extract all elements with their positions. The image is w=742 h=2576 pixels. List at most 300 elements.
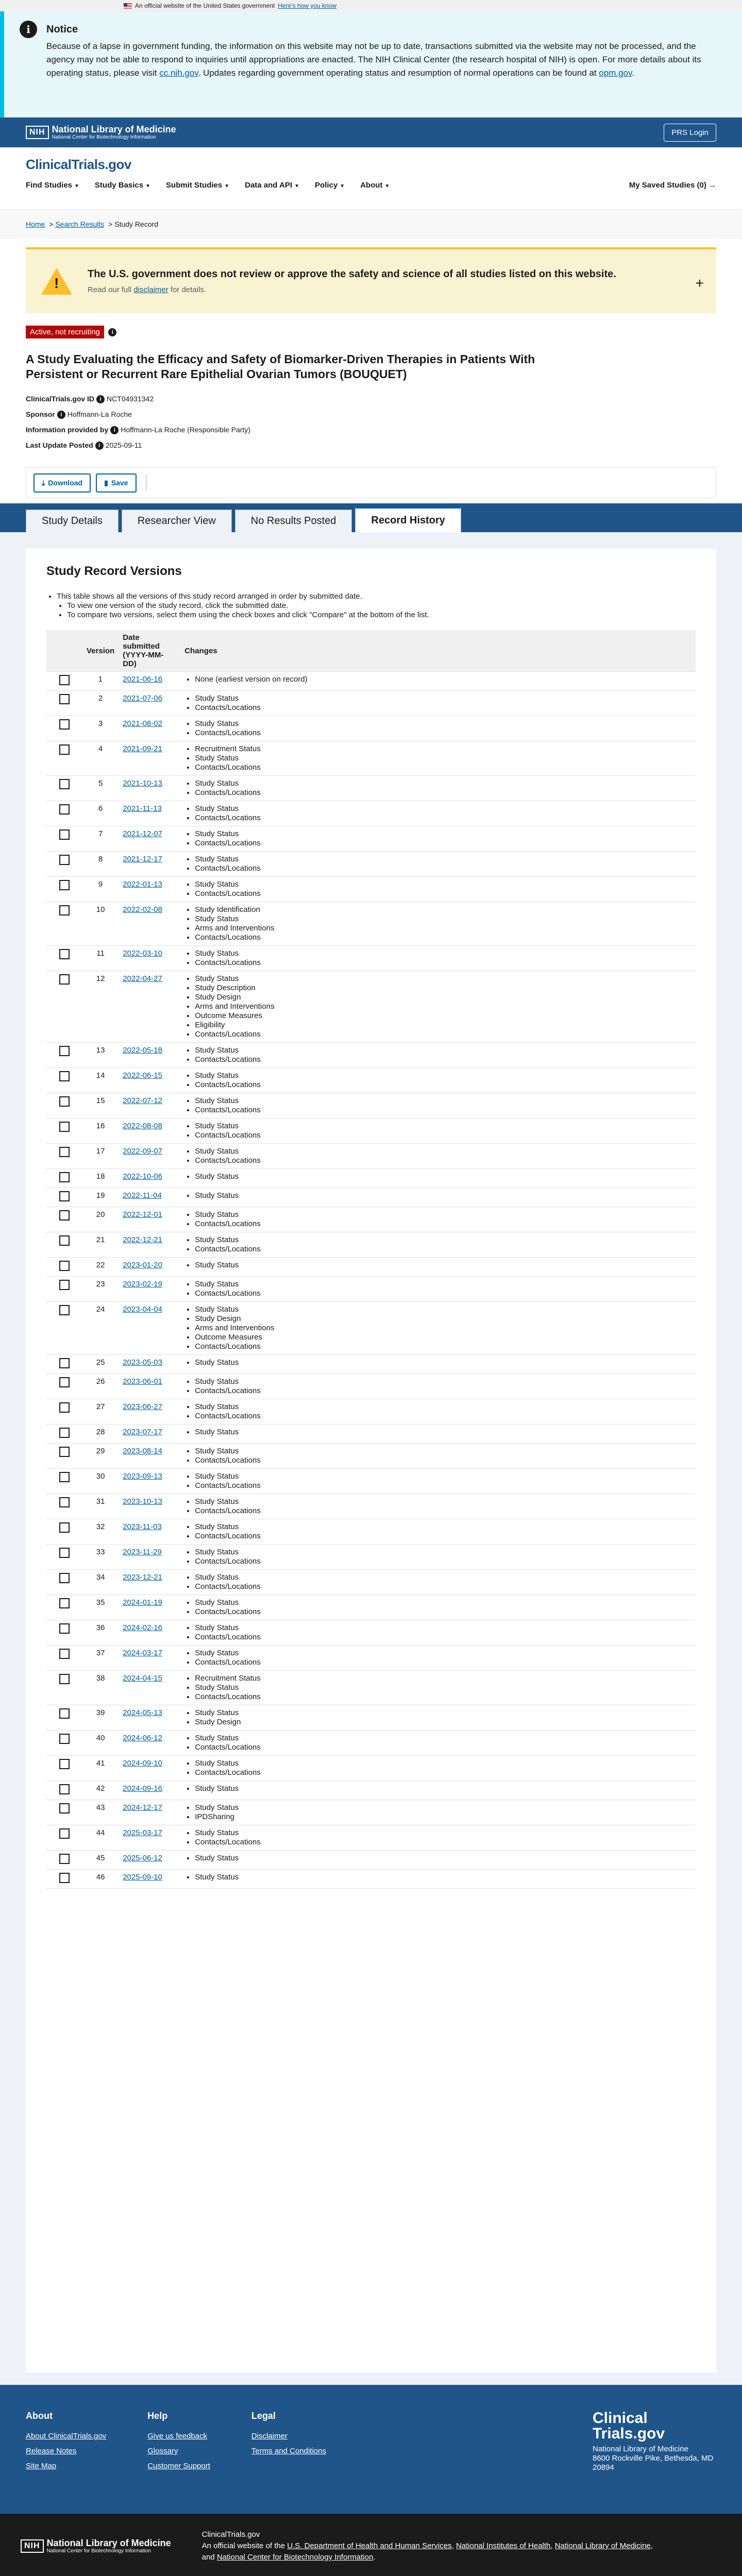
nav-data-api[interactable]: Data and API ▼ <box>245 181 299 190</box>
version-date-link[interactable]: 2023-06-27 <box>123 1402 162 1411</box>
version-number: 23 <box>82 1277 119 1302</box>
changes-list <box>195 719 692 738</box>
version-number: 30 <box>82 1469 119 1494</box>
version-checkbox[interactable] <box>59 1548 70 1558</box>
nav-submit-studies[interactable]: Submit Studies ▼ <box>166 181 230 190</box>
table-row <box>46 1570 696 1595</box>
change-item: • Study Status <box>195 1649 692 1658</box>
changes-list <box>195 949 692 968</box>
change-item: • Contacts/Locations <box>195 958 692 968</box>
changes-list <box>195 744 692 772</box>
version-date-link[interactable]: 2021-08-02 <box>123 719 162 728</box>
notice-title: Notice <box>46 24 78 35</box>
version-date-link[interactable]: 2022-02-08 <box>123 905 162 914</box>
table-row <box>46 1355 696 1374</box>
version-checkbox[interactable] <box>59 1623 70 1634</box>
table-row <box>46 1258 696 1277</box>
change-item: • Study Status <box>195 1096 692 1106</box>
change-item: • Study Status <box>195 719 692 728</box>
changes-list <box>195 779 692 798</box>
change-item: • Contacts/Locations <box>195 1658 692 1667</box>
version-checkbox[interactable] <box>59 1598 70 1608</box>
version-date-link[interactable]: 2024-04-15 <box>123 1674 162 1683</box>
changes-list <box>195 1734 692 1752</box>
nlm-footer-logo[interactable]: NIH National Library of Medicine National Center for Biotechnology Information <box>21 2529 171 2563</box>
version-date-link[interactable]: 2023-04-04 <box>123 1305 162 1314</box>
changes-list <box>195 1522 692 1541</box>
nav-about[interactable]: About ▼ <box>360 181 390 190</box>
global-footer <box>0 2514 742 2576</box>
breadcrumb-home[interactable]: Home <box>26 220 45 228</box>
version-date-link[interactable]: 2022-05-18 <box>123 1046 162 1055</box>
change-item: • Study Status <box>195 1235 692 1245</box>
change-item: • Study Status <box>195 1573 692 1582</box>
footer-link[interactable]: Release Notes <box>26 2447 77 2455</box>
history-title: Study Record Versions <box>46 564 182 578</box>
version-checkbox[interactable] <box>59 829 70 840</box>
change-item: • Contacts/Locations <box>195 1342 692 1351</box>
version-checkbox[interactable] <box>59 1522 70 1533</box>
change-item: • Contacts/Locations <box>195 1692 692 1702</box>
tab-record-history[interactable]: Record History <box>355 506 461 532</box>
changes-list <box>195 1305 692 1351</box>
version-number: 4 <box>82 741 119 776</box>
version-checkbox[interactable] <box>59 804 70 815</box>
update-row: Last Update Posted i 2025-09-11 <box>26 441 142 449</box>
nav-study-basics[interactable]: Study Basics ▼ <box>94 181 151 190</box>
change-item: • Study Status <box>195 1358 692 1367</box>
table-row <box>46 1093 696 1118</box>
version-number: 42 <box>82 1781 119 1800</box>
version-date-link[interactable]: 2022-04-27 <box>123 974 162 983</box>
changes-list <box>195 1759 692 1777</box>
version-checkbox[interactable] <box>59 719 70 730</box>
version-checkbox[interactable] <box>59 949 70 959</box>
change-item: • Contacts/Locations <box>195 1838 692 1847</box>
table-row <box>46 801 696 826</box>
version-number: 16 <box>82 1118 119 1144</box>
version-checkbox[interactable] <box>59 1828 70 1839</box>
change-item: • Study Status <box>195 1683 692 1692</box>
version-checkbox[interactable] <box>59 744 70 755</box>
changes-list <box>195 1472 692 1490</box>
record-history-section <box>0 532 742 2385</box>
col-select <box>46 630 82 672</box>
version-checkbox[interactable] <box>59 1428 70 1438</box>
version-date-link[interactable]: 2023-08-14 <box>123 1447 162 1455</box>
change-item: • Study Status <box>195 914 692 924</box>
changes-list <box>195 1428 692 1437</box>
nav-policy[interactable]: Policy ▼ <box>315 181 345 190</box>
changes-list <box>195 1649 692 1667</box>
version-checkbox[interactable] <box>59 905 70 916</box>
version-checkbox[interactable] <box>59 1573 70 1583</box>
info-icon: i <box>110 426 119 434</box>
nih-link[interactable]: National Institutes of Health <box>456 2541 551 2550</box>
changes-list <box>195 1708 692 1727</box>
version-number: 22 <box>82 1258 119 1277</box>
change-item: • Study Status <box>195 1305 692 1314</box>
changes-list <box>195 1280 692 1298</box>
version-date-link[interactable]: 2021-06-16 <box>123 675 162 684</box>
version-checkbox[interactable] <box>59 1046 70 1056</box>
version-date-link[interactable]: 2023-10-13 <box>123 1497 162 1506</box>
version-checkbox[interactable] <box>59 1472 70 1482</box>
change-item: • None (earliest version on record) <box>195 675 692 684</box>
version-checkbox[interactable] <box>59 1147 70 1157</box>
changes-list <box>195 694 692 713</box>
change-item: • Contacts/Locations <box>195 703 692 713</box>
version-date-link[interactable]: 2024-12-17 <box>123 1803 162 1812</box>
table-row <box>46 1646 696 1671</box>
change-item: • Contacts/Locations <box>195 1456 692 1465</box>
table-row <box>46 1494 696 1519</box>
version-date-link[interactable]: 2025-09-10 <box>123 1873 162 1882</box>
changes-list <box>195 905 692 942</box>
change-item: • Contacts/Locations <box>195 1289 692 1298</box>
version-number: 10 <box>82 902 119 946</box>
changes-list <box>195 880 692 899</box>
table-row <box>46 1399 696 1425</box>
change-item: • Study Status <box>195 1377 692 1386</box>
changes-list <box>195 1046 692 1064</box>
version-checkbox[interactable] <box>59 694 70 704</box>
changes-list <box>195 1172 692 1181</box>
version-date-link[interactable]: 2023-01-20 <box>123 1261 162 1269</box>
change-item: • Contacts/Locations <box>195 814 692 823</box>
version-checkbox[interactable] <box>59 1759 70 1769</box>
change-item: • Study Description <box>195 984 692 993</box>
info-icon[interactable]: i <box>108 328 116 336</box>
version-date-link[interactable]: 2024-05-13 <box>123 1708 162 1717</box>
version-date-link[interactable]: 2025-06-12 <box>123 1854 162 1862</box>
opm-link[interactable]: opm.gov <box>599 68 632 78</box>
change-item: • Study Design <box>195 1718 692 1727</box>
change-item: • Study Status <box>195 1759 692 1768</box>
version-checkbox[interactable] <box>59 1447 70 1457</box>
changes-list <box>195 1210 692 1229</box>
history-instructions: • This table shows all the versions of this study record arranged in order by submitted date. • To view one version of the study record, click the submitted date. • To compare two versions, select them using the check boxes and click "Compare" at the bottom of the list. <box>57 592 696 620</box>
version-date-link[interactable]: 2022-03-10 <box>123 949 162 958</box>
change-item: • Study Status <box>195 1191 692 1200</box>
download-icon: ⤓ <box>42 478 45 487</box>
version-date-link[interactable]: 2023-02-19 <box>123 1280 162 1289</box>
ncbi-link[interactable]: National Center for Biotechnology Information <box>216 2553 374 2562</box>
version-date-link[interactable]: 2024-06-12 <box>123 1734 162 1742</box>
version-checkbox[interactable] <box>59 1358 70 1368</box>
expand-icon[interactable]: + <box>695 275 704 291</box>
table-row <box>46 1444 696 1469</box>
chevron-down-icon: ▼ <box>294 183 299 189</box>
version-checkbox[interactable] <box>59 1402 70 1413</box>
alert-text: Read our full disclaimer for details. <box>88 285 207 294</box>
hhs-link[interactable]: U.S. Department of Health and Human Services <box>287 2541 452 2550</box>
change-item: • Contacts/Locations <box>195 1607 692 1617</box>
breadcrumb-search-results[interactable]: Search Results <box>55 220 105 228</box>
version-date-link[interactable]: 2022-06-15 <box>123 1071 162 1080</box>
version-number: 34 <box>82 1570 119 1595</box>
footer-link[interactable]: Site Map <box>26 2462 57 2470</box>
change-item: • Study Status <box>195 1280 692 1289</box>
version-number: 15 <box>82 1093 119 1118</box>
changes-list <box>195 855 692 873</box>
change-item: • Study Status <box>195 694 692 703</box>
version-number: 1 <box>82 672 119 691</box>
table-row <box>46 877 696 902</box>
table-row <box>46 1800 696 1825</box>
table-row <box>46 902 696 946</box>
provider: Hoffmann-La Roche (Responsible Party) <box>121 426 251 434</box>
version-number: 20 <box>82 1207 119 1232</box>
table-row <box>46 1620 696 1646</box>
prs-login-button[interactable]: PRS Login <box>664 124 716 142</box>
changes-list <box>195 804 692 823</box>
change-item: • Study Status <box>195 1854 692 1863</box>
record-history-card <box>26 549 716 2372</box>
change-item: • Study Status <box>195 1873 692 1882</box>
footer-link[interactable]: Disclaimer <box>251 2432 288 2441</box>
version-checkbox[interactable] <box>59 1649 70 1659</box>
version-checkbox[interactable] <box>59 1497 70 1507</box>
version-checkbox[interactable] <box>59 855 70 865</box>
version-checkbox[interactable] <box>59 1803 70 1814</box>
version-date-link[interactable]: 2024-03-17 <box>123 1649 162 1657</box>
change-item: • Study Status <box>195 1784 692 1793</box>
footer-brand: Clinical Trials.gov National Library of Medicine 8600 Rockville Pike, Bethesda, MD 20894 <box>593 2410 714 2472</box>
version-date-link[interactable]: 2024-01-19 <box>123 1598 162 1607</box>
version-checkbox[interactable] <box>59 1854 70 1864</box>
col-date: Date submitted (YYYY-MM-DD) <box>119 630 180 672</box>
cc-nih-link[interactable]: cc.nih.gov <box>159 68 198 78</box>
save-button[interactable]: ▮ Save <box>96 473 136 493</box>
table-row <box>46 1144 696 1169</box>
table-row <box>46 1781 696 1800</box>
version-date-link[interactable]: 2021-11-13 <box>123 804 162 813</box>
table-row <box>46 971 696 1043</box>
nlm-sub: National Center for Biotechnology Information <box>52 134 156 140</box>
change-item: • Study Status <box>195 880 692 889</box>
change-item: • Study Status <box>195 1548 692 1557</box>
info-icon: i <box>57 411 65 419</box>
version-date-link[interactable]: 2024-02-16 <box>123 1623 162 1632</box>
change-item: • Contacts/Locations <box>195 839 692 848</box>
table-row <box>46 1302 696 1355</box>
version-date-link[interactable]: 2024-09-16 <box>123 1784 162 1793</box>
change-item: • Contacts/Locations <box>195 1245 692 1254</box>
change-item: • Study Status <box>195 1828 692 1838</box>
version-number: 12 <box>82 971 119 1043</box>
version-checkbox[interactable] <box>59 1096 70 1107</box>
version-checkbox[interactable] <box>59 1674 70 1684</box>
table-row <box>46 1825 696 1851</box>
change-item: • Outcome Measures <box>195 1333 692 1342</box>
change-item: • Study Status <box>195 1122 692 1131</box>
table-row <box>46 1374 696 1399</box>
change-item: • Recruitment Status <box>195 1674 692 1683</box>
us-flag-icon <box>124 3 132 9</box>
version-date-link[interactable]: 2022-10-06 <box>123 1172 162 1181</box>
version-date-link[interactable]: 2023-11-03 <box>123 1522 162 1531</box>
version-number: 19 <box>82 1188 119 1207</box>
changes-list <box>195 1623 692 1642</box>
table-row <box>46 716 696 741</box>
version-number: 9 <box>82 877 119 902</box>
change-item: • Arms and Interventions <box>195 1324 692 1333</box>
bookmark-icon: ▮ <box>104 478 108 487</box>
version-checkbox[interactable] <box>59 974 70 985</box>
version-checkbox[interactable] <box>59 1071 70 1081</box>
version-checkbox[interactable] <box>59 1210 70 1221</box>
change-item: • Study Status <box>195 1261 692 1270</box>
changes-list <box>195 1071 692 1090</box>
chevron-down-icon: ▼ <box>74 183 79 189</box>
changes-list <box>195 1548 692 1566</box>
changes-list <box>195 1828 692 1847</box>
nlm-logo[interactable] <box>26 124 176 141</box>
table-row <box>46 1671 696 1705</box>
table-row <box>46 946 696 971</box>
footer-help-heading: Help <box>147 2411 168 2421</box>
notice-body: Because of a lapse in government funding, the information on this website may not be up to date, transactions submitted via the website may not be processed, and the agency may not be able to respond to inquiries until appropriations are enacted. The NIH Clinical Center (the research hospital of NIH) is open. For more details about its operating status, please visit cc.nih.gov. Updates regarding government operating status and resumption of normal operations can be found at opm.gov. <box>46 41 701 78</box>
nlm-link[interactable]: National Library of Medicine <box>554 2541 651 2550</box>
version-checkbox[interactable] <box>59 1734 70 1744</box>
chevron-down-icon: ▼ <box>224 183 230 189</box>
version-number: 40 <box>82 1731 119 1756</box>
changes-list <box>195 1873 692 1882</box>
version-number: 45 <box>82 1851 119 1870</box>
gov-banner-link[interactable]: Here's how you know <box>278 2 336 9</box>
version-date-link[interactable]: 2022-09-07 <box>123 1147 162 1156</box>
change-item: • Arms and Interventions <box>195 1002 692 1011</box>
footer-link[interactable]: Terms and Conditions <box>251 2447 326 2455</box>
version-date-link[interactable]: 2022-07-12 <box>123 1096 162 1105</box>
change-item: • Study Status <box>195 1046 692 1055</box>
version-checkbox[interactable] <box>59 1873 70 1883</box>
version-date-link[interactable]: 2025-03-17 <box>123 1828 162 1837</box>
chevron-down-icon: ▼ <box>384 183 390 189</box>
nav-find-studies[interactable]: Find Studies ▼ <box>26 181 79 190</box>
nlm-header <box>0 117 742 147</box>
version-date-link[interactable]: 2023-06-01 <box>123 1377 162 1386</box>
version-checkbox[interactable] <box>59 675 70 685</box>
change-item: • Contacts/Locations <box>195 1080 692 1090</box>
change-item: • Study Status <box>195 1428 692 1437</box>
change-item: • Contacts/Locations <box>195 1219 692 1229</box>
version-date-link[interactable]: 2023-09-13 <box>123 1472 162 1481</box>
version-number: 11 <box>82 946 119 971</box>
provided-row: Information provided by i Hoffmann-La Roche (Responsible Party) <box>26 426 251 434</box>
version-checkbox[interactable] <box>59 880 70 890</box>
changes-list <box>195 1573 692 1591</box>
changes-list <box>195 1191 692 1200</box>
version-date-link[interactable]: 2022-12-01 <box>123 1210 162 1219</box>
version-checkbox[interactable] <box>59 1122 70 1132</box>
version-date-link[interactable]: 2022-11-04 <box>123 1191 162 1200</box>
nlm-name: National Library of Medicine <box>52 124 176 134</box>
footer-link[interactable]: Give us feedback <box>147 2432 208 2441</box>
footer-link[interactable]: Customer Support <box>147 2462 210 2470</box>
version-number: 46 <box>82 1870 119 1889</box>
version-date-link[interactable]: 2023-11-29 <box>123 1548 162 1556</box>
version-checkbox[interactable] <box>59 1172 70 1182</box>
warning-icon <box>41 268 72 295</box>
version-date-link[interactable]: 2023-12-21 <box>123 1573 162 1582</box>
version-number: 31 <box>82 1494 119 1519</box>
version-date-link[interactable]: 2021-12-17 <box>123 855 162 863</box>
version-checkbox[interactable] <box>59 1305 70 1315</box>
table-row <box>46 1469 696 1494</box>
study-title: A Study Evaluating the Efficacy and Safety of Biomarker-Driven Therapies in Patients With Persistent or Recurrent Rare Epithelial Ovarian Tumors (BOUQUET) <box>26 352 535 381</box>
tab-no-results-posted[interactable]: No Results Posted <box>235 510 352 532</box>
version-checkbox[interactable] <box>59 779 70 789</box>
version-checkbox[interactable] <box>59 1708 70 1719</box>
version-number: 35 <box>82 1595 119 1620</box>
version-checkbox[interactable] <box>59 1377 70 1387</box>
version-checkbox[interactable] <box>59 1261 70 1271</box>
version-checkbox[interactable] <box>59 1235 70 1246</box>
version-date-link[interactable]: 2022-01-13 <box>123 880 162 889</box>
table-row <box>46 672 696 691</box>
change-item: • Arms and Interventions <box>195 924 692 933</box>
version-date-link[interactable]: 2021-07-06 <box>123 694 162 703</box>
changes-list <box>195 1235 692 1254</box>
version-date-link[interactable]: 2022-08-08 <box>123 1122 162 1130</box>
col-version: Version <box>82 630 119 672</box>
change-item: • Study Status <box>195 1708 692 1718</box>
site-header <box>0 147 742 209</box>
version-date-link[interactable]: 2022-12-21 <box>123 1235 162 1244</box>
footer-link[interactable]: About ClinicalTrials.gov <box>26 2432 107 2441</box>
study-actions <box>26 467 716 498</box>
version-date-link[interactable]: 2023-07-17 <box>123 1428 162 1436</box>
alert-title: The U.S. government does not review or approve the safety and science of all studies listed on this website. <box>88 268 616 280</box>
change-item: • Contacts/Locations <box>195 933 692 942</box>
footer-link[interactable]: Glossary <box>147 2447 178 2455</box>
change-item: • Study Status <box>195 1210 692 1219</box>
change-item: • Contacts/Locations <box>195 788 692 798</box>
table-row <box>46 1169 696 1188</box>
changes-list <box>195 1497 692 1516</box>
version-number: 28 <box>82 1425 119 1444</box>
tab-researcher-view[interactable]: Researcher View <box>122 510 232 532</box>
disclaimer-alert <box>26 247 716 313</box>
version-checkbox[interactable] <box>59 1784 70 1794</box>
version-date-link[interactable]: 2021-10-13 <box>123 779 162 788</box>
table-row <box>46 852 696 877</box>
version-checkbox[interactable] <box>59 1280 70 1290</box>
disclaimer-link[interactable]: disclaimer <box>133 285 168 294</box>
change-item: • Study Status <box>195 855 692 864</box>
table-row <box>46 1188 696 1207</box>
download-button[interactable]: ⤓ Download <box>33 473 91 493</box>
tab-study-details[interactable]: Study Details <box>26 510 119 532</box>
change-item: • Contacts/Locations <box>195 1506 692 1516</box>
changes-list <box>195 1803 692 1822</box>
gov-banner-text: An official website of the United States government <box>135 2 275 9</box>
table-row <box>46 1870 696 1889</box>
version-date-link[interactable]: 2023-05-03 <box>123 1358 162 1367</box>
changes-list <box>195 1402 692 1421</box>
table-row <box>46 691 696 716</box>
version-date-link[interactable]: 2024-09-10 <box>123 1759 162 1768</box>
clinicaltrials-logo[interactable]: ClinicalTrials.gov <box>26 157 131 172</box>
version-checkbox[interactable] <box>59 1191 70 1201</box>
version-date-link[interactable]: 2021-12-07 <box>123 829 162 838</box>
table-row <box>46 1043 696 1068</box>
change-item: • Contacts/Locations <box>195 1481 692 1490</box>
version-date-link[interactable]: 2021-09-21 <box>123 744 162 753</box>
my-saved-studies-link[interactable]: My Saved Studies (0) → <box>629 181 716 190</box>
